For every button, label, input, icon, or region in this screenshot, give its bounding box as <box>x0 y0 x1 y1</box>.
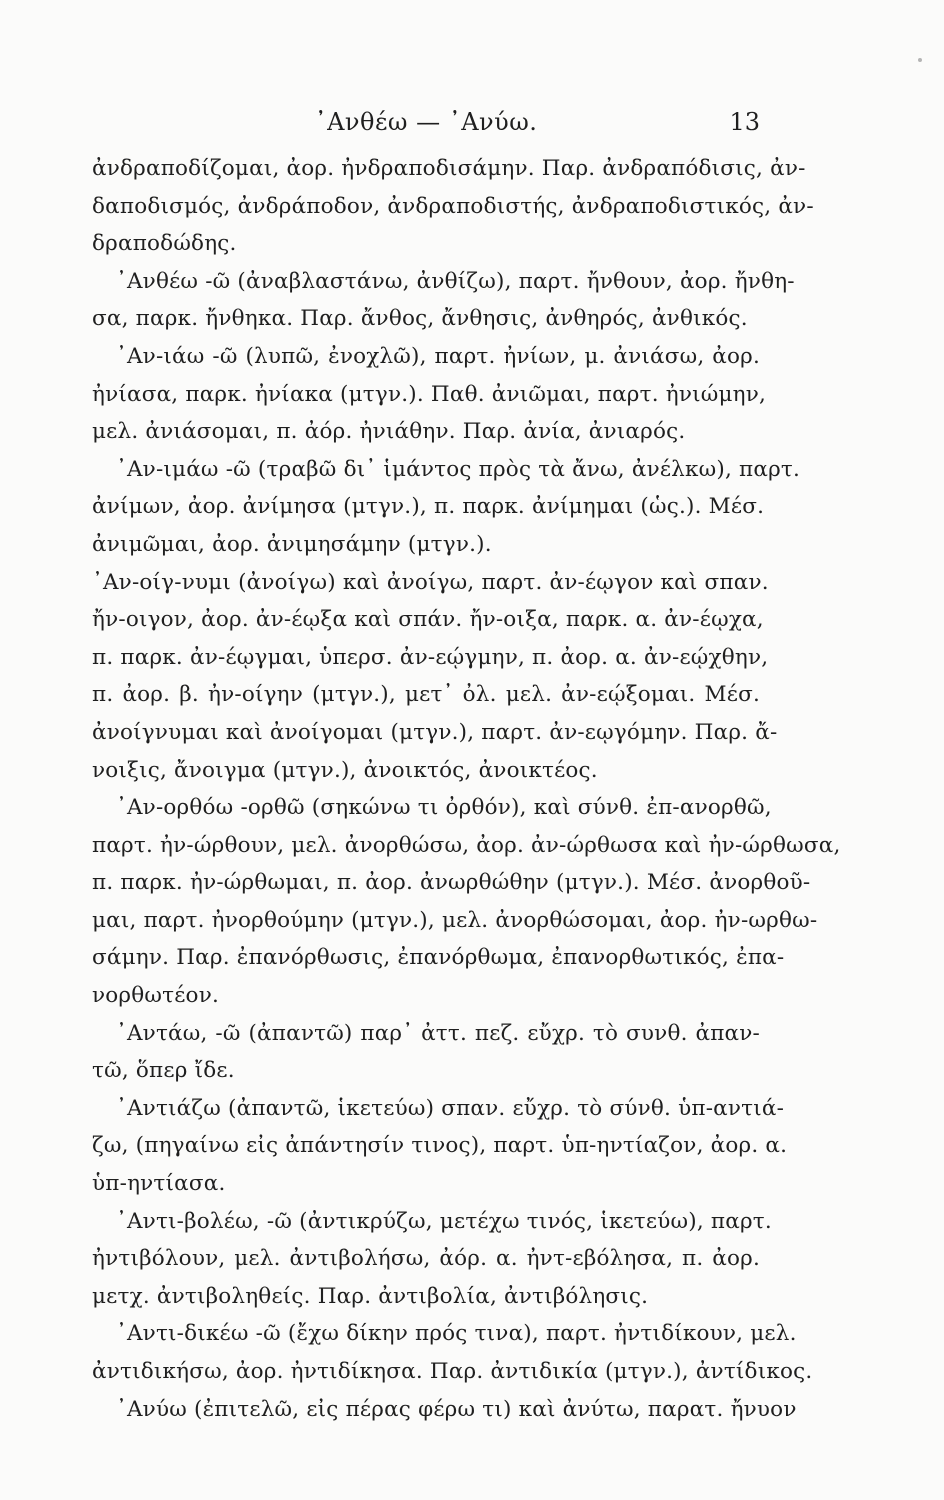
text-line: σάμην. Παρ. ἐπανόρθωσις, ἐπανόρθωμα, ἐπανορθωτικός, ἐπα- <box>92 945 785 971</box>
text-line: π. παρκ. ἀν-έῳγμαι, ὑπερσ. ἀν-εῴγμην, π. ἀορ. α. ἀν-εῴχθην, <box>92 644 769 670</box>
header-title: ᾽Ανθέω — ᾽Ανύω. <box>314 108 538 136</box>
paper-speck <box>918 58 922 62</box>
text-line: ἀνίμων, ἀορ. ἀνίμησα (μτγν.), π. παρκ. ἀνίμημαι (ὡς.). Μέσ. <box>92 494 765 520</box>
text-line: νορθωτέον. <box>92 983 220 1009</box>
text-line: ζω, (πηγαίνω εἰς ἀπάντησίν τινος), παρτ. ὑπ-ηντίαζον, ἀορ. α. <box>92 1133 788 1159</box>
entry-headword-line: ᾽Αν-οίγ-νυμι (ἀνοίγω) καὶ ἀνοίγω, παρτ. ἀν-έῳγον καὶ σπαν. <box>92 569 769 595</box>
text-line: δραποδώδης. <box>92 231 237 257</box>
text-line: π. παρκ. ἠν-ώρθωμαι, π. ἀορ. ἀνωρθώθην (μτγν.). Μέσ. ἀνορθοῦ- <box>92 870 811 896</box>
entry-headword-line: ᾽Αντάω, -ῶ (ἀπαντῶ) παρ᾽ ἀττ. πεζ. εὔχρ. τὸ συνθ. ἀπαν- <box>116 1020 760 1046</box>
entry-headword-line: ᾽Αντιάζω (ἀπαντῶ, ἱκετεύω) σπαν. εὔχρ. τὸ σύνθ. ὑπ-αντιά- <box>116 1095 785 1121</box>
text-line: ἤν-οιγον, ἀορ. ἀν-έῳξα καὶ σπάν. ἤν-οιξα, παρκ. α. ἀν-έῳχα, <box>92 607 764 633</box>
text-line: μετχ. ἀντιβοληθείς. Παρ. ἀντιβολία, ἀντιβόλησις. <box>92 1283 649 1309</box>
text-line: ἀνδραποδίζομαι, ἀορ. ἠνδραποδισάμην. Παρ. ἀνδραπόδισις, ἀν- <box>92 156 806 181</box>
dictionary-text <box>92 150 841 1428</box>
text-line: π. ἀορ. β. ἠν-οίγην (μτγν.), μετ᾽ ὀλ. μελ. ἀν-εῴξομαι. Μέσ. <box>92 682 760 708</box>
entry-headword-line: ᾽Αν-ιάω -ῶ (λυπῶ, ἐνοχλῶ), παρτ. ἠνίων, μ. ἀνιάσω, ἀορ. <box>116 343 760 369</box>
text-line: ὑπ-ηντίασα. <box>92 1171 226 1197</box>
text-line: δαποδισμός, ἀνδράποδον, ἀνδραποδιστής, ἀνδραποδιστικός, ἀν- <box>92 193 814 219</box>
text-line: παρτ. ἠν-ώρθουν, μελ. ἀνορθώσω, ἀορ. ἀν-ώρθωσα καὶ ἠν-ώρθωσα, <box>92 832 841 858</box>
text-line: νοιξις, ἄνοιγμα (μτγν.), ἀνοικτός, ἀνοικτέος. <box>92 757 598 783</box>
text-line: ἀνιμῶμαι, ἀορ. ἀνιμησάμην (μτγν.). <box>92 531 492 557</box>
text-line: μαι, παρτ. ἠνορθούμην (μτγν.), μελ. ἀνορθώσομαι, ἀορ. ἠν-ωρθω- <box>92 907 818 933</box>
entry-headword-line: ᾽Αν-ορθόω -ορθῶ (σηκώνω τι ὀρθόν), καὶ σύνθ. ἐπ-ανορθῶ, <box>116 795 772 821</box>
text-line: σα, παρκ. ἤνθηκα. Παρ. ἄνθος, ἄνθησις, ἀνθηρός, ἀνθικός. <box>92 306 748 332</box>
entry-headword-line: ᾽Ανύω (ἐπιτελῶ, εἰς πέρας φέρω τι) καὶ ἀνύτω, παρατ. ἤνυον <box>116 1396 797 1422</box>
entry-headword-line: ᾽Αντι-βολέω, -ῶ (ἀντικρύζω, μετέχω τινός, ἱκετεύω), παρτ. <box>116 1208 772 1234</box>
entry-headword-line: ᾽Αν-ιμάω -ῶ (τραβῶ δι᾽ ἱμάντος πρὸς τὰ ἄνω, ἀνέλκω), παρτ. <box>116 456 801 482</box>
text-line: τῶ, ὅπερ ἴδε. <box>92 1058 235 1084</box>
text-line: ἠντιβόλουν, μελ. ἀντιβολήσω, ἀόρ. α. ἠντ-εβόλησα, π. ἀορ. <box>92 1246 760 1272</box>
text-line: ἠνίασα, παρκ. ἠνίακα (μτγν.). Παθ. ἀνιῶμαι, παρτ. ἠνιώμην, <box>92 381 767 407</box>
entry-headword-line: ᾽Ανθέω -ῶ (ἀναβλαστάνω, ἀνθίζω), παρτ. ἤνθουν, ἀορ. ἤνθη- <box>116 268 795 294</box>
running-header <box>92 108 760 148</box>
text-line: μελ. ἀνιάσομαι, π. ἀόρ. ἠνιάθην. Παρ. ἀνία, ἀνιαρός. <box>92 419 686 445</box>
text-line: ἀντιδικήσω, ἀορ. ἠντιδίκησα. Παρ. ἀντιδικία (μτγν.), ἀντίδικος. <box>92 1359 813 1384</box>
text-line: ἀνοίγνυμαι καὶ ἀνοίγομαι (μτγν.), παρτ. ἀν-εῳγόμην. Παρ. ἄ- <box>92 719 778 745</box>
entry-headword-line: ᾽Αντι-δικέω -ῶ (ἔχω δίκην πρός τινα), παρτ. ἠντιδίκουν, μελ. <box>116 1321 797 1347</box>
page-number: 13 <box>729 108 760 136</box>
